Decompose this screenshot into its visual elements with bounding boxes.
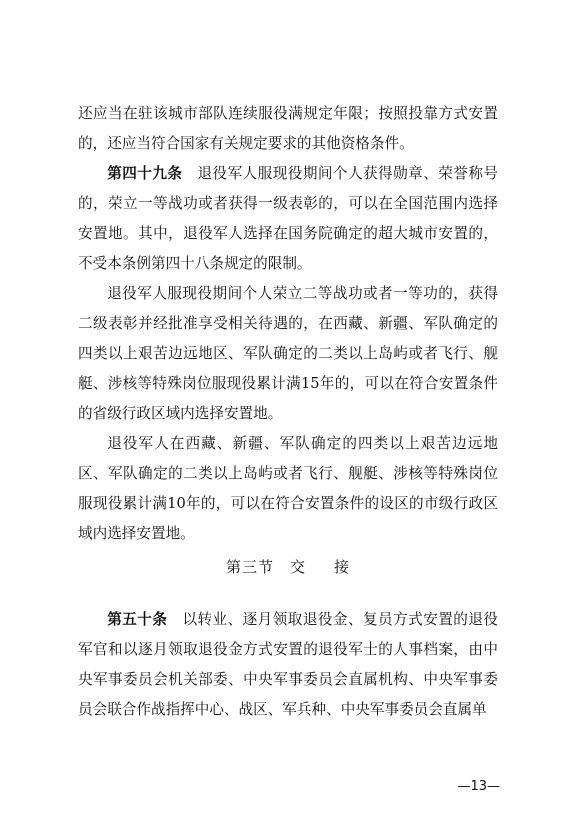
paragraph-article-49-3: 退役军人在西藏、新疆、军队确定的四类以上艰苦边远地区、军队确定的二类以上岛屿或者飞行、舰艇、涉核等特殊岗位服现役累计满10年的，可以在符合安置条件的设区的市级行政区域内选择安置地。	[78, 435, 498, 542]
paragraph-article-49	[78, 159, 498, 279]
page-number: —13—	[457, 779, 500, 794]
paragraph-continuation: 还应当在驻该城市部队连续服役满规定年限；按照投靠方式安置的，还应当符合国家有关规定要求的其他资格条件。	[78, 105, 498, 152]
spacer	[182, 165, 197, 182]
body-text-top	[78, 99, 498, 549]
paragraph-article-50	[78, 605, 498, 725]
article-50-text: 以转业、逐月领取退役金、复员方式安置的退役军官和以逐月领取退役金方式安置的退役军士的人事档案，由中央军事委员会机关部委、中央军事委员会直属机构、中央军事委员会联合作战指挥中心、战区、军兵种、中央军事委员会直属单	[78, 611, 498, 718]
body-text-bottom	[78, 605, 498, 725]
section-title-char-2: 接	[334, 558, 351, 576]
article-number-49: 第四十九条	[107, 165, 183, 182]
article-number-50: 第五十条	[107, 611, 168, 628]
paragraph-article-49-2: 退役军人服现役期间个人荣立二等战功或者一等功的，获得二级表彰并经批准享受相关待遇的，在西藏、新疆、军队确定的四类以上艰苦边远地区、军队确定的二类以上岛屿或者飞行、舰艇、涉核等特殊岗位服现役累计满15年的，可以在符合安置条件的省级行政区域内选择安置地。	[78, 285, 498, 422]
section-number: 第三节	[225, 558, 274, 576]
spacer	[167, 611, 182, 628]
section-title-char-1: 交	[289, 558, 306, 576]
section-heading	[78, 552, 498, 582]
article-49-text: 退役军人服现役期间个人获得勋章、荣誉称号的，荣立一等战功或者获得一级表彰的，可以在全国范围内选择安置地。其中，退役军人选择在国务院确定的超大城市安置的，不受本条例第四十八条规定的限制。	[78, 165, 498, 272]
